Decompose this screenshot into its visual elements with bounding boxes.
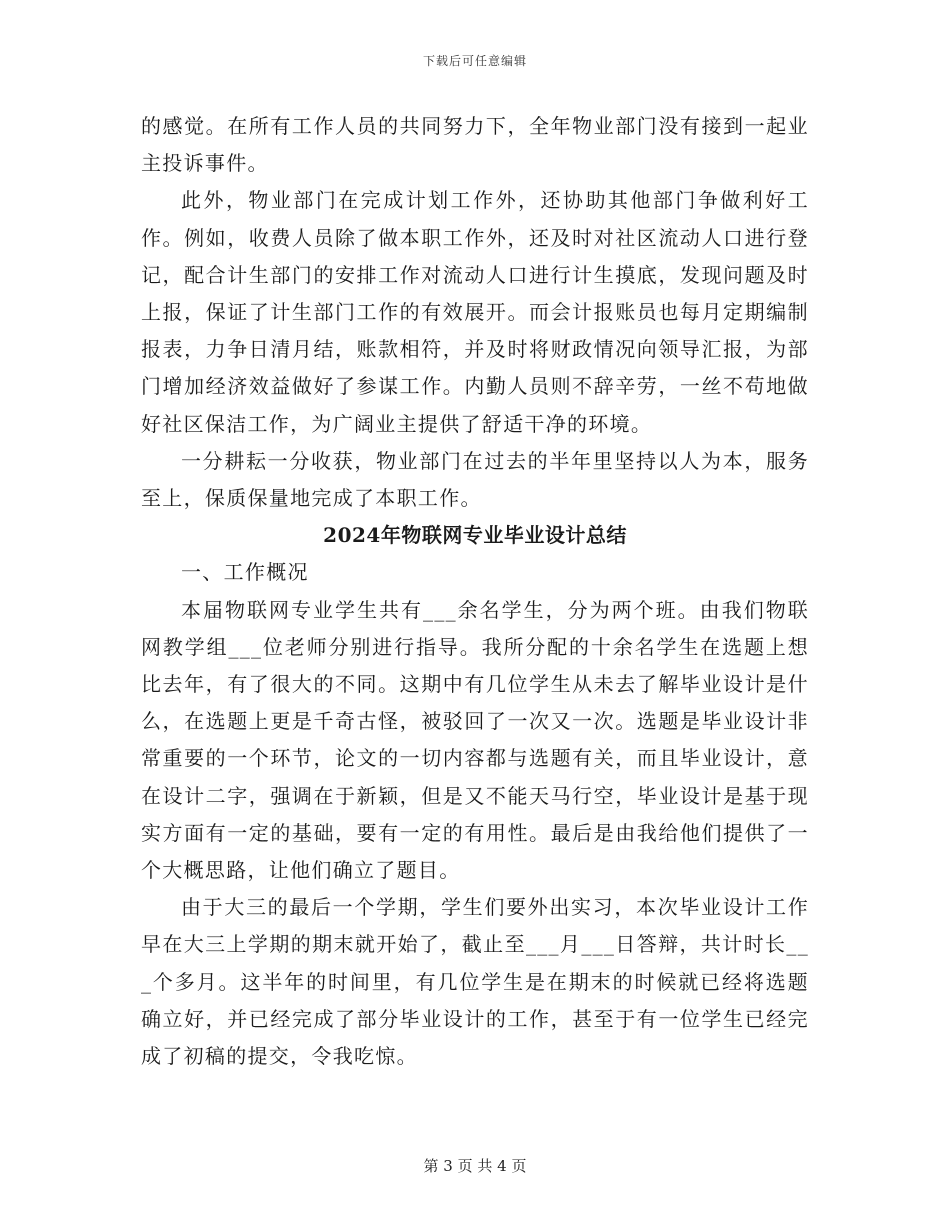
paragraph-continuation: 的感觉。在所有工作人员的共同努力下，全年物业部门没有接到一起业主投诉事件。 <box>141 114 809 176</box>
page-number: 第 3 页 共 4 页 <box>423 1157 527 1175</box>
paragraph-overview: 本届物联网专业学生共有___余名学生，分为两个班。由我们物联网教学组___位老师分别进行指导。我所分配的十余名学生在选题上想比去年，有了很大的不同。这期中有几位学生从未去了解毕业设计是什么，在选题上更是千奇古怪，被驳回了一次又一次。选题是毕业设计非常重要的一个环节，论文的一切内容都与选题有关，而且毕业设计，意在设计二字，强调在于新颖，但是又不能天马行空，毕业设计是基于现实方面有一定的基础，要有一定的有用性。最后是由我给他们提供了一个大概思路，让他们确立了题目。 <box>141 597 809 883</box>
section-heading-overview: 一、工作概况 <box>181 560 309 585</box>
paragraph-timeline: 由于大三的最后一个学期，学生们要外出实习，本次毕业设计工作早在大三上学期的期末就开始了，截止至___月___日答辩，共计时长___个多月。这半年的时间里，有几位学生是在期末的时候就已经将选题确立好，并已经完成了部分毕业设计的工作，甚至于有一位学生已经完成了初稿的提交，令我吃惊。 <box>141 895 809 1069</box>
page-header: 下载后可任意编辑 <box>422 54 527 68</box>
section-title: 2024年物联网专业毕业设计总结 <box>323 523 627 548</box>
paragraph-conclusion: 一分耕耘一分收获，物业部门在过去的半年里坚持以人为本，服务至上，保质保量地完成了本职工作。 <box>141 448 809 511</box>
document-body <box>141 108 809 1075</box>
paragraph-assistance: 此外，物业部门在完成计划工作外，还协助其他部门争做利好工作。例如，收费人员除了做本职工作外，还及时对社区流动人口进行登记，配合计生部门的安排工作对流动人口进行计生摸底，发现问题及时上报，保证了计生部门工作的有效展开。而会计报账员也每月定期编制报表，力争日清月结，账款相符，并及时将财政情况向领导汇报，为部门增加经济效益做好了参谋工作。内勤人员则不辞辛劳，一丝不苟地做好社区保洁工作，为广阔业主提供了舒适干净的环境。 <box>141 188 809 436</box>
